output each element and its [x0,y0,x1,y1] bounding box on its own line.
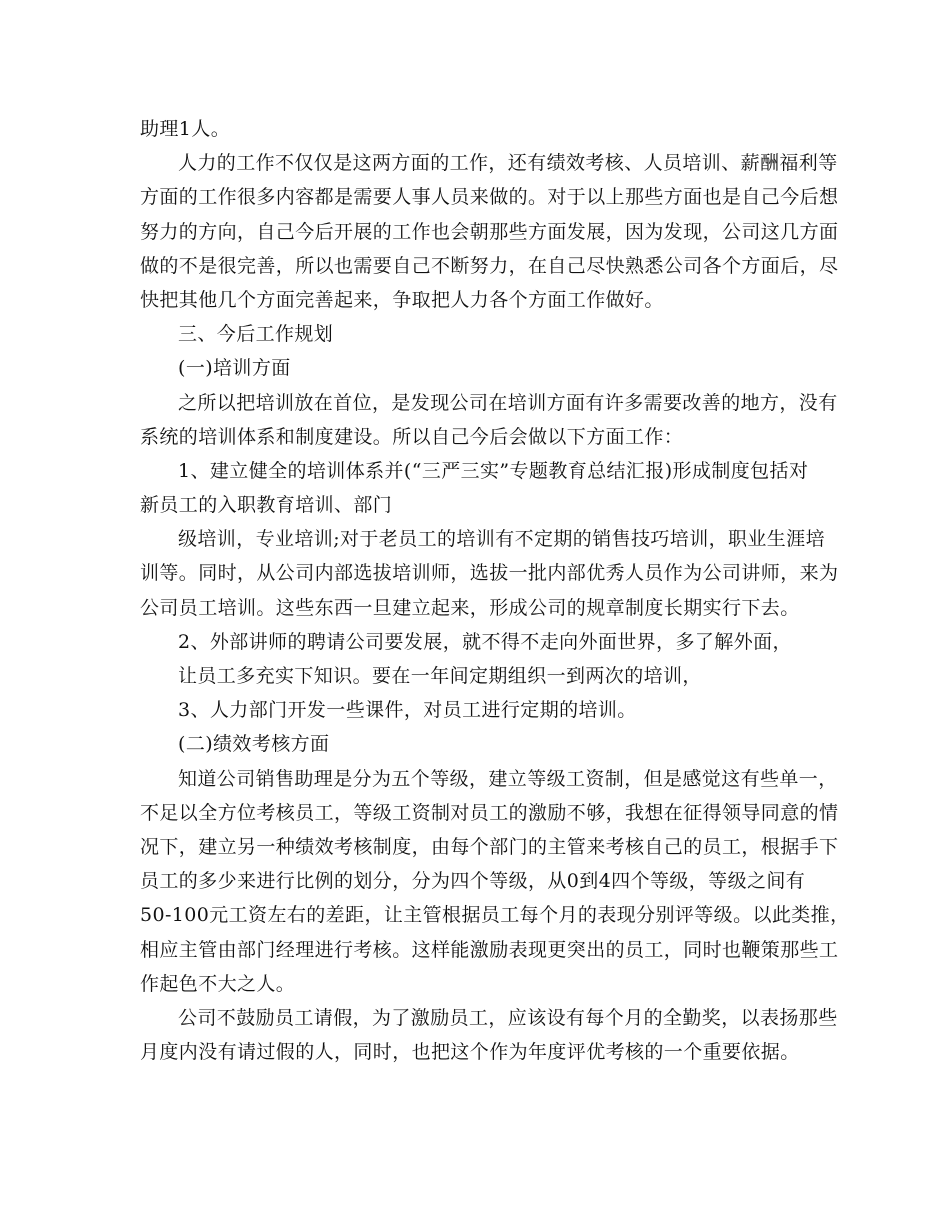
text-line: 相应主管由部门经理进行考核。这样能激励表现更突出的员工，同时也鞭策那些工 [140,938,839,961]
text-line: 2、外部讲师的聘请公司要发展，就不得不走向外面世界，多了解外面， [178,630,792,653]
text-line: 作起色不大之人。 [140,972,296,995]
text-line: 1、建立健全的培训体系并(“三严三实”专题教育总结汇报)形成制度包括对 [178,459,809,482]
text-line: 月度内没有请过假的人，同时，也把这个作为年度评优考核的一个重要依据。 [140,1041,800,1064]
text-line: 新员工的入职教育培训、部门 [140,494,393,517]
text-line: 人力的工作不仅仅是这两方面的工作，还有绩效考核、人员培训、薪酬福利等 [178,152,838,175]
text-line: 三、今后工作规划 [178,323,334,346]
text-line: 公司不鼓励员工请假，为了激励员工，应该设有每个月的全勤奖，以表扬那些 [178,1006,838,1029]
text-line: 快把其他几个方面完善起来，争取把人力各个方面工作做好。 [140,288,664,311]
text-line: 努力的方向，自己今后开展的工作也会朝那些方面发展，因为发现，公司这几方面 [140,220,839,243]
text-line: 做的不是很完善，所以也需要自己不断努力，在自己尽快熟悉公司各个方面后，尽 [140,254,839,277]
text-line: (一)培训方面 [178,357,291,380]
text-line: 训等。同时，从公司内部选拔培训师，选拔一批内部优秀人员作为公司讲师，来为 [140,562,839,585]
text-line: 系统的培训体系和制度建设。所以自己今后会做以下方面工作： [140,425,684,448]
text-line: 让员工多充实下知识。要在一年间定期组织一到两次的培训， [178,665,702,687]
text-line: 级培训，专业培训;对于老员工的培训有不定期的销售技巧培训，职业生涯培 [178,528,826,551]
text-line: 况下，建立另一种绩效考核制度，由每个部门的主管来考核自己的员工，根据手下 [140,835,839,858]
text-line: 方面的工作很多内容都是需要人事人员来做的。对于以上那些方面也是自己今后想 [140,186,839,209]
document-body [140,112,850,1069]
text-line: 助理1人。 [140,118,231,140]
text-line: 员工的多少来进行比例的划分，分为四个等级，从0到4四个等级，等级之间有 [140,870,806,893]
text-line: 公司员工培训。这些东西一旦建立起来，形成公司的规章制度长期实行下去。 [140,596,800,619]
text-line: 之所以把培训放在首位，是发现公司在培训方面有许多需要改善的地方，没有 [178,391,838,414]
text-line: (二)绩效考核方面 [178,733,330,756]
text-line: 不足以全方位考核员工，等级工资制对员工的激励不够，我想在征得领导同意的情 [140,801,839,824]
text-line: 3、人力部门开发一些课件，对员工进行定期的培训。 [178,699,637,722]
text-line: 知道公司销售助理是分为五个等级，建立等级工资制，但是感觉这有些单一， [178,767,838,790]
text-line: 50-100元工资左右的差距，让主管根据员工每个月的表现分别评等级。以此类推， [140,904,850,927]
